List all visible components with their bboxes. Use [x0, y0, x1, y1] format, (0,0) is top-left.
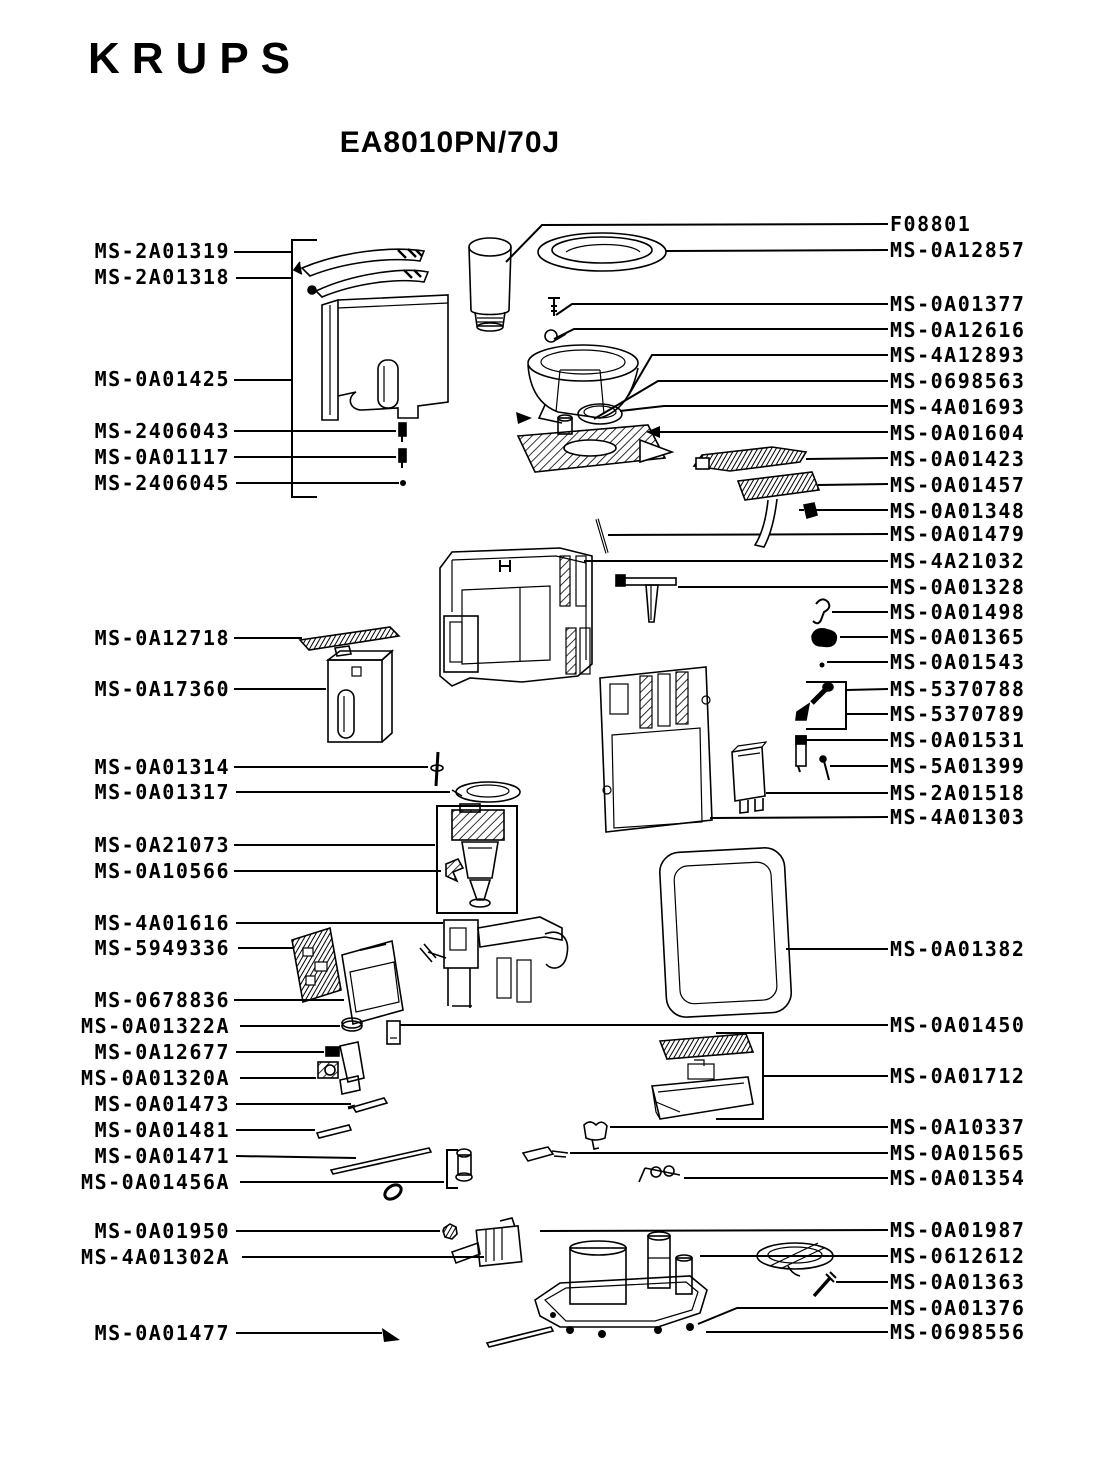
part-label: MS-0A01376 [890, 1296, 1026, 1320]
part-label: MS-0A01425 [94, 367, 230, 391]
part-label: MS-0A12718 [94, 626, 230, 650]
part-label: MS-0698563 [890, 369, 1026, 393]
grinder-motor-assembly-icon [446, 804, 504, 907]
part-label: MS-0612612 [890, 1244, 1026, 1268]
top-cover-strip-icon [308, 270, 428, 297]
part-label: MS-0678836 [94, 988, 230, 1012]
part-label: MS-0A01565 [890, 1141, 1026, 1165]
display-panel-icon [342, 941, 403, 1024]
part-label: MS-4A01303 [890, 805, 1026, 829]
micro-switch-icon [387, 1021, 400, 1044]
drain-valve-icon [456, 1149, 472, 1181]
hinge-pin-icon [431, 752, 443, 786]
part-label: MS-0A01382 [890, 937, 1026, 961]
retaining-clip-icon [545, 330, 566, 342]
pump-mount-icon [443, 1224, 457, 1239]
model-title: EA8010PN/70J [339, 126, 561, 159]
part-label: MS-0A01317 [94, 780, 230, 804]
part-label: MS-0A01531 [890, 728, 1026, 752]
part-label: MS-5370789 [890, 702, 1026, 726]
part-label: MS-5949336 [94, 936, 230, 960]
small-container-icon [732, 742, 766, 813]
locking-pin-icon [597, 519, 607, 553]
part-label: MS-0A01450 [890, 1013, 1026, 1037]
part-label: MS-0A01117 [94, 445, 230, 469]
part-label: MS-0A01363 [890, 1270, 1026, 1294]
part-label: MS-4A01693 [890, 395, 1026, 419]
cup-grate-icon [694, 447, 806, 471]
cleaning-rod-icon [487, 1327, 553, 1347]
part-label: MS-5A01399 [890, 754, 1026, 778]
rod-icon [348, 1098, 387, 1112]
part-label: MS-0A01377 [890, 292, 1026, 316]
drip-tray-icon [652, 1060, 753, 1119]
hook-spring-icon [813, 599, 829, 623]
part-label: MS-0A01314 [94, 755, 230, 779]
part-label: MS-0A01471 [94, 1144, 230, 1168]
boiler-base-assembly-icon [535, 1232, 707, 1327]
tank-screws-icon [399, 423, 406, 468]
rubber-foot-icon [812, 629, 836, 647]
part-label: MS-0A12677 [94, 1040, 230, 1064]
part-label: MS-0A17360 [94, 677, 230, 701]
o-ring-icon [382, 1182, 404, 1202]
part-label: MS-2406045 [94, 471, 230, 495]
part-label: MS-0A01365 [890, 625, 1026, 649]
part-label: MS-4A01302A [81, 1245, 230, 1269]
front-housing-icon [440, 548, 592, 686]
part-label: MS-4A01616 [94, 911, 230, 935]
part-label: MS-0A01328 [890, 575, 1026, 599]
base-screw-icon [814, 1272, 836, 1296]
part-label: MS-0A01950 [94, 1219, 230, 1243]
leader-lines [234, 224, 888, 1333]
part-label: MS-0A01477 [94, 1321, 230, 1345]
scraper-icon [523, 1147, 568, 1161]
grounds-container-icon [328, 651, 392, 742]
part-label: MS-0A21073 [94, 833, 230, 857]
coiled-hose-icon [757, 1243, 833, 1276]
tee-bracket-icon [616, 575, 676, 622]
part-label: MS-0A01543 [890, 650, 1026, 674]
part-label: MS-0A01456A [81, 1170, 230, 1194]
drip-tray-grid-icon [660, 1034, 753, 1059]
seal-ring-icon [578, 404, 622, 424]
part-label: MS-0A12616 [890, 318, 1026, 342]
part-label: MS-0A01987 [890, 1218, 1026, 1242]
leader-arrowheads [382, 426, 825, 1342]
part-label: MS-4A12893 [890, 343, 1026, 367]
rod-icon [331, 1148, 431, 1174]
part-label: MS-0A01473 [94, 1092, 230, 1116]
support-frame-icon [420, 917, 568, 1008]
part-label: MS-0A10337 [890, 1115, 1026, 1139]
coupling-icon [639, 1166, 680, 1182]
part-label: MS-0A01322A [81, 1014, 230, 1038]
group-brackets [292, 240, 846, 1188]
water-filter-cartridge-icon [469, 238, 511, 331]
part-label: MS-0A10566 [94, 859, 230, 883]
silicone-tube-icon [796, 736, 806, 772]
part-label: MS-2406043 [94, 419, 230, 443]
part-label: MS-0698556 [890, 1320, 1026, 1344]
brand-logo: KRUPS [88, 34, 303, 83]
pcb-icon [292, 928, 341, 1002]
float-icon [584, 1122, 607, 1149]
gasket-ring-icon [452, 782, 520, 802]
tank-lid-icon [538, 233, 666, 271]
service-door-icon [659, 847, 792, 1018]
part-label: MS-5370788 [890, 677, 1026, 701]
rod-icon [317, 1125, 351, 1138]
part-label: MS-0A01457 [890, 473, 1026, 497]
part-label: MS-0A01320A [81, 1066, 230, 1090]
rear-panel-icon [600, 667, 712, 832]
grinder-base-plate-icon [516, 412, 672, 472]
marker-pens-icon [796, 683, 833, 720]
part-label: MS-2A01318 [94, 265, 230, 289]
grate-clip-icon [799, 503, 817, 518]
part-label: MS-0A01481 [94, 1118, 230, 1142]
part-label: MS-0A01712 [890, 1064, 1026, 1088]
part-label: MS-2A01518 [890, 781, 1026, 805]
part-label: MS-0A01423 [890, 447, 1026, 471]
valve-small-icon [326, 1047, 339, 1056]
steam-valve-assembly-icon [318, 1042, 364, 1094]
small-pin-icon [820, 756, 829, 780]
part-label: MS-4A21032 [890, 549, 1026, 573]
part-label: MS-0A01498 [890, 600, 1026, 624]
part-label: MS-0A01604 [890, 421, 1026, 445]
water-tank-icon [322, 295, 448, 420]
part-label: MS-0A01348 [890, 499, 1026, 523]
part-label: F08801 [890, 212, 972, 236]
part-label: MS-0A01479 [890, 522, 1026, 546]
water-pump-icon [452, 1218, 522, 1266]
part-label: MS-0A12857 [890, 238, 1026, 262]
part-label: MS-2A01319 [94, 239, 230, 263]
part-label: MS-0A01354 [890, 1166, 1026, 1190]
